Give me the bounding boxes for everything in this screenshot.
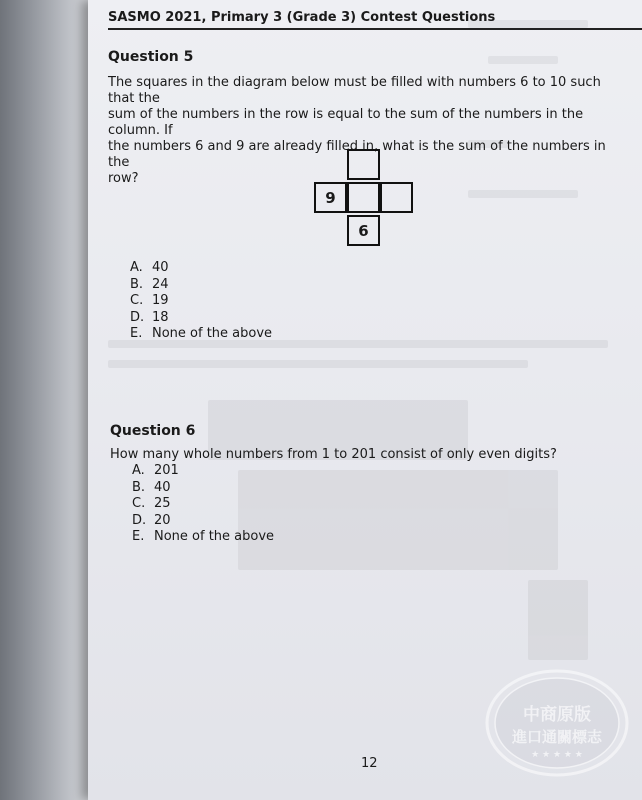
option-text: 201 [154, 463, 179, 478]
option-letter: A. [132, 463, 145, 478]
stamp-line-2: 進口通關標志 [511, 728, 603, 746]
option-letter: A. [130, 260, 143, 275]
diagram-cell-left: 9 [314, 182, 347, 213]
question-5-title: Question 5 [108, 49, 194, 65]
diagram-cell-top [347, 149, 380, 180]
option-b [132, 480, 274, 497]
option-letter: C. [132, 496, 146, 511]
book-spine-shadow [0, 0, 92, 800]
option-text: 19 [152, 293, 169, 308]
option-text: 20 [154, 512, 171, 528]
option-e [130, 326, 272, 343]
option-b [130, 277, 272, 294]
option-d [130, 310, 272, 327]
option-text: None of the above [152, 326, 273, 341]
option-text: 24 [152, 276, 169, 292]
option-letter: B. [132, 479, 146, 495]
option-c [130, 293, 272, 310]
option-text: None of the above [154, 529, 275, 544]
option-a [132, 463, 274, 480]
svg-text:★ ★ ★ ★ ★: ★ ★ ★ ★ ★ [531, 750, 583, 760]
option-letter: D. [130, 309, 145, 325]
question-5-options [130, 260, 272, 343]
option-a [130, 260, 272, 277]
option-e [132, 529, 274, 546]
page-number: 12 [361, 756, 378, 771]
question-5-line: the numbers 6 and 9 are already filled in, what is the sum of the numbers in the [108, 139, 606, 170]
cross-diagram [314, 149, 420, 247]
question-5-line: row? [108, 171, 139, 186]
question-5-line: The squares in the diagram below must be filled with numbers 6 to 10 such that the [108, 75, 601, 106]
option-text: 25 [154, 496, 171, 511]
option-d [132, 513, 274, 530]
option-c [132, 496, 274, 513]
option-letter: C. [130, 293, 144, 308]
option-letter: B. [130, 276, 144, 292]
option-letter: E. [130, 326, 143, 341]
question-6-text: How many whole numbers from 1 to 201 consist of only even digits? [110, 447, 557, 462]
question-5-line: sum of the numbers in the row is equal to the sum of the numbers in the column. If [108, 107, 584, 138]
diagram-cell-right [380, 182, 413, 213]
option-letter: D. [132, 512, 147, 528]
question-6-title: Question 6 [110, 423, 196, 439]
import-stamp-logo [484, 668, 630, 778]
question-6-options [132, 463, 274, 546]
diagram-cell-center [347, 182, 380, 213]
book-page [88, 0, 642, 800]
stamp-seal-icon [484, 668, 630, 778]
stamp-line-1: 中商原版 [523, 705, 591, 725]
diagram-cell-bottom: 6 [347, 215, 380, 246]
option-text: 18 [152, 309, 169, 325]
option-letter: E. [132, 529, 145, 544]
page-header: SASMO 2021, Primary 3 (Grade 3) Contest Questions [108, 10, 642, 30]
option-text: 40 [154, 479, 171, 495]
option-text: 40 [152, 260, 169, 275]
